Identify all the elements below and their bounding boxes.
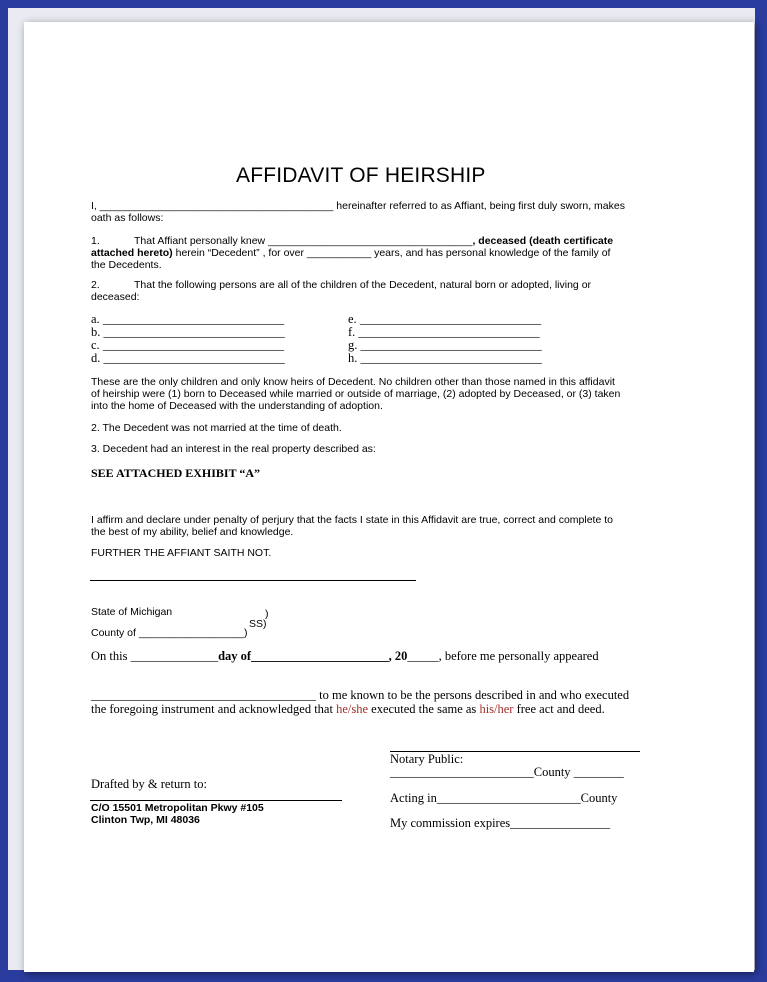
- exhibit-reference: SEE ATTACHED EXHIBIT “A”: [91, 466, 261, 480]
- commission-expires-line: My commission expires________________: [390, 816, 611, 830]
- day-blank[interactable]: ______________: [130, 649, 219, 663]
- not-married-statement: 2. The Decedent was not married at the time of death.: [91, 422, 342, 434]
- heir-d[interactable]: d. _____________________________: [91, 351, 285, 365]
- p1-line-2: attached hereto) herein “Decedent” , for over ___________ years, and has personal knowledge of the family of: [91, 247, 611, 259]
- return-address-line-1: C/O 15501 Metropolitan Pkwy #105: [91, 802, 264, 814]
- commission-expires-blank[interactable]: ________________: [510, 816, 611, 830]
- on-this-day-line: On this ______________day of______________________, 20_____, before me personally appeared: [91, 649, 599, 663]
- notary-public-label: Notary Public:: [390, 752, 464, 766]
- affirm-line-1: I affirm and declare under penalty of perjury that the facts I state in this Affidavit are true, correct and complete to: [91, 514, 613, 526]
- document-frame: [8, 8, 755, 970]
- notary-county-blank[interactable]: ________: [573, 765, 624, 779]
- month-blank[interactable]: ______________________: [251, 649, 389, 663]
- only-children-line-2: of heirship were (1) born to Deceased while married or outside of marriage, (2) adopted by Deceased, or (3) taken: [91, 388, 621, 400]
- heir-e[interactable]: e. _____________________________: [348, 312, 542, 326]
- venue-state: State of Michigan: [91, 606, 173, 618]
- p2-line-1: That the following persons are all of the children of the Decedent, natural born or adopted, living or: [134, 279, 592, 291]
- known-line-2: the foregoing instrument and acknowledged that he/she executed the same as his/her free act and deed.: [91, 702, 605, 716]
- return-address-line-2: Clinton Twp, MI 48036: [91, 814, 200, 826]
- appeared-name-blank[interactable]: ____________________________________: [91, 688, 316, 702]
- p2-line-2: deceased:: [91, 291, 140, 303]
- affirm-line-2: the best of my ability, belief and knowledge.: [91, 526, 294, 538]
- document-page: [24, 22, 754, 972]
- p1-line-3: the Decedents.: [91, 259, 162, 271]
- venue-ss: SS): [249, 618, 267, 630]
- drafted-by-line[interactable]: [90, 800, 342, 801]
- notary-name-blank[interactable]: _______________________: [390, 765, 534, 779]
- venue-county: County of __________________): [91, 627, 248, 639]
- heir-g[interactable]: g. _____________________________: [348, 338, 542, 352]
- affiant-name-blank[interactable]: ________________________________________: [99, 200, 334, 212]
- year-blank[interactable]: _____: [407, 649, 439, 663]
- p2-number: 2.: [91, 279, 100, 291]
- heir-b[interactable]: b. _____________________________: [91, 325, 285, 339]
- drafted-by-label: Drafted by & return to:: [91, 777, 207, 791]
- venue-paren-1: ): [265, 608, 269, 620]
- acting-in-line: Acting in_______________________County: [390, 791, 618, 805]
- intro-line-1: I, ________________________________________ hereinafter referred to as Affiant, being first duly sworn, makes: [91, 200, 625, 212]
- intro-line-2: oath as follows:: [91, 212, 164, 224]
- decedent-name-blank[interactable]: ___________________________________: [268, 235, 473, 247]
- p1-line-1: That Affiant personally knew ___________________________________, deceased (death certificate: [134, 235, 614, 247]
- heir-h[interactable]: h. _____________________________: [348, 351, 542, 365]
- p1-number: 1.: [91, 235, 100, 247]
- document-title: AFFIDAVIT OF HEIRSHIP: [236, 164, 486, 187]
- venue-county-blank[interactable]: __________________: [138, 627, 244, 639]
- heir-a[interactable]: a. _____________________________: [91, 312, 285, 326]
- further-statement: FURTHER THE AFFIANT SAITH NOT.: [91, 547, 272, 559]
- heir-c[interactable]: c. _____________________________: [91, 338, 285, 352]
- years-blank[interactable]: ___________: [306, 247, 372, 259]
- affiant-signature-line[interactable]: [90, 580, 416, 581]
- acting-in-blank[interactable]: _______________________: [436, 791, 581, 805]
- notary-county-line: _______________________County ________: [390, 765, 624, 779]
- known-line-1: ____________________________________ to me known to be the persons described in and who executed: [91, 688, 630, 702]
- real-property-statement: 3. Decedent had an interest in the real property described as:: [91, 443, 376, 455]
- only-children-line-1: These are the only children and only know heirs of Decedent. No children other than those named in this affidavit: [91, 376, 615, 388]
- heir-f[interactable]: f. _____________________________: [348, 325, 540, 339]
- only-children-line-3: into the home of Deceased with the understanding of adoption.: [91, 400, 383, 412]
